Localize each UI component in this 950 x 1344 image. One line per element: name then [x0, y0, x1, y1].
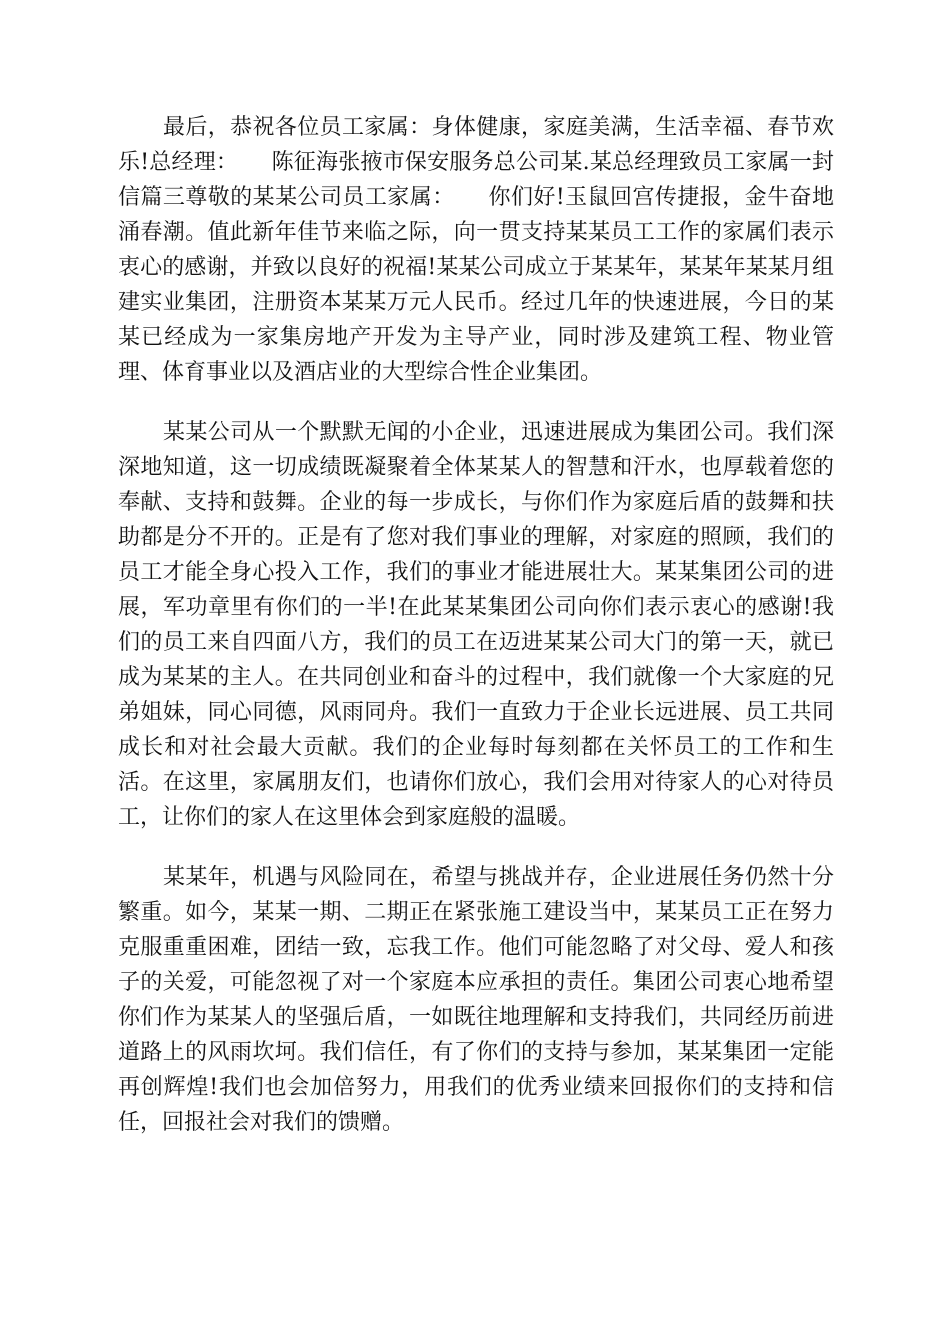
paragraph-2: 某某公司从一个默默无闻的小企业，迅速进展成为集团公司。我们深深地知道，这一切成绩既凝聚着全体某某人的智慧和汗水，也厚载着您的奉献、支持和鼓舞。企业的每一步成长，与你们作为家庭后盾的鼓舞和扶助都是分不开的。正是有了您对我们事业的理解，对家庭的照顾，我们的员工才能全身心投入工作，我们的事业才能进展壮大。某某集团公司的进展，军功章里有你们的一半!在此某某集团公司向你们表示衷心的感谢!我们的员工来自四面八方，我们的员工在迈进某某公司大门的第一天，就已成为某某的主人。在共同创业和奋斗的过程中，我们就像一个大家庭的兄弟姐妹，同心同德，风雨同舟。我们一直致力于企业长远进展、员工共同成长和对社会最大贡献。我们的企业每时每刻都在关怀员工的工作和生活。在这里，家属朋友们，也请你们放心，我们会用对待家人的心对待员工，让你们的家人在这里体会到家庭般的温暖。: [118, 420, 834, 830]
document-body: [118, 110, 834, 1140]
paragraph-1: 最后，恭祝各位员工家属：身体健康，家庭美满，生活幸福、春节欢乐!总经理： 陈征海张掖市保安服务总公司某.某总经理致员工家属一封信篇三尊敬的某某公司员工家属： 你们好!玉鼠回宫传捷报，金牛奋地涌春潮。值此新年佳节来临之际，向一贯支持某某员工工作的家属们表示衷心的感谢，并致以良好的祝福!某某公司成立于某某年，某某年某某月组建实业集团，注册资本某某万元人民币。经过几年的快速进展，今日的某某已经成为一家集房地产开发为主导产业，同时涉及建筑工程、物业管理、体育事业以及酒店业的大型综合性企业集团。: [118, 115, 834, 385]
paragraph-3: 某某年，机遇与风险同在，希望与挑战并存，企业进展任务仍然十分繁重。如今，某某一期、二期正在紧张施工建设当中，某某员工正在努力克服重重困难，团结一致，忘我工作。他们可能忽略了对父母、爱人和孩子的关爱，可能忽视了对一个家庭本应承担的责任。集团公司衷心地希望你们作为某某人的坚强后盾，一如既往地理解和支持我们，共同经历前进道路上的风雨坎坷。我们信任，有了你们的支持与参加，某某集团一定能再创辉煌!我们也会加倍努力，用我们的优秀业绩来回报你们的支持和信任，回报社会对我们的馈赠。: [118, 865, 834, 1135]
